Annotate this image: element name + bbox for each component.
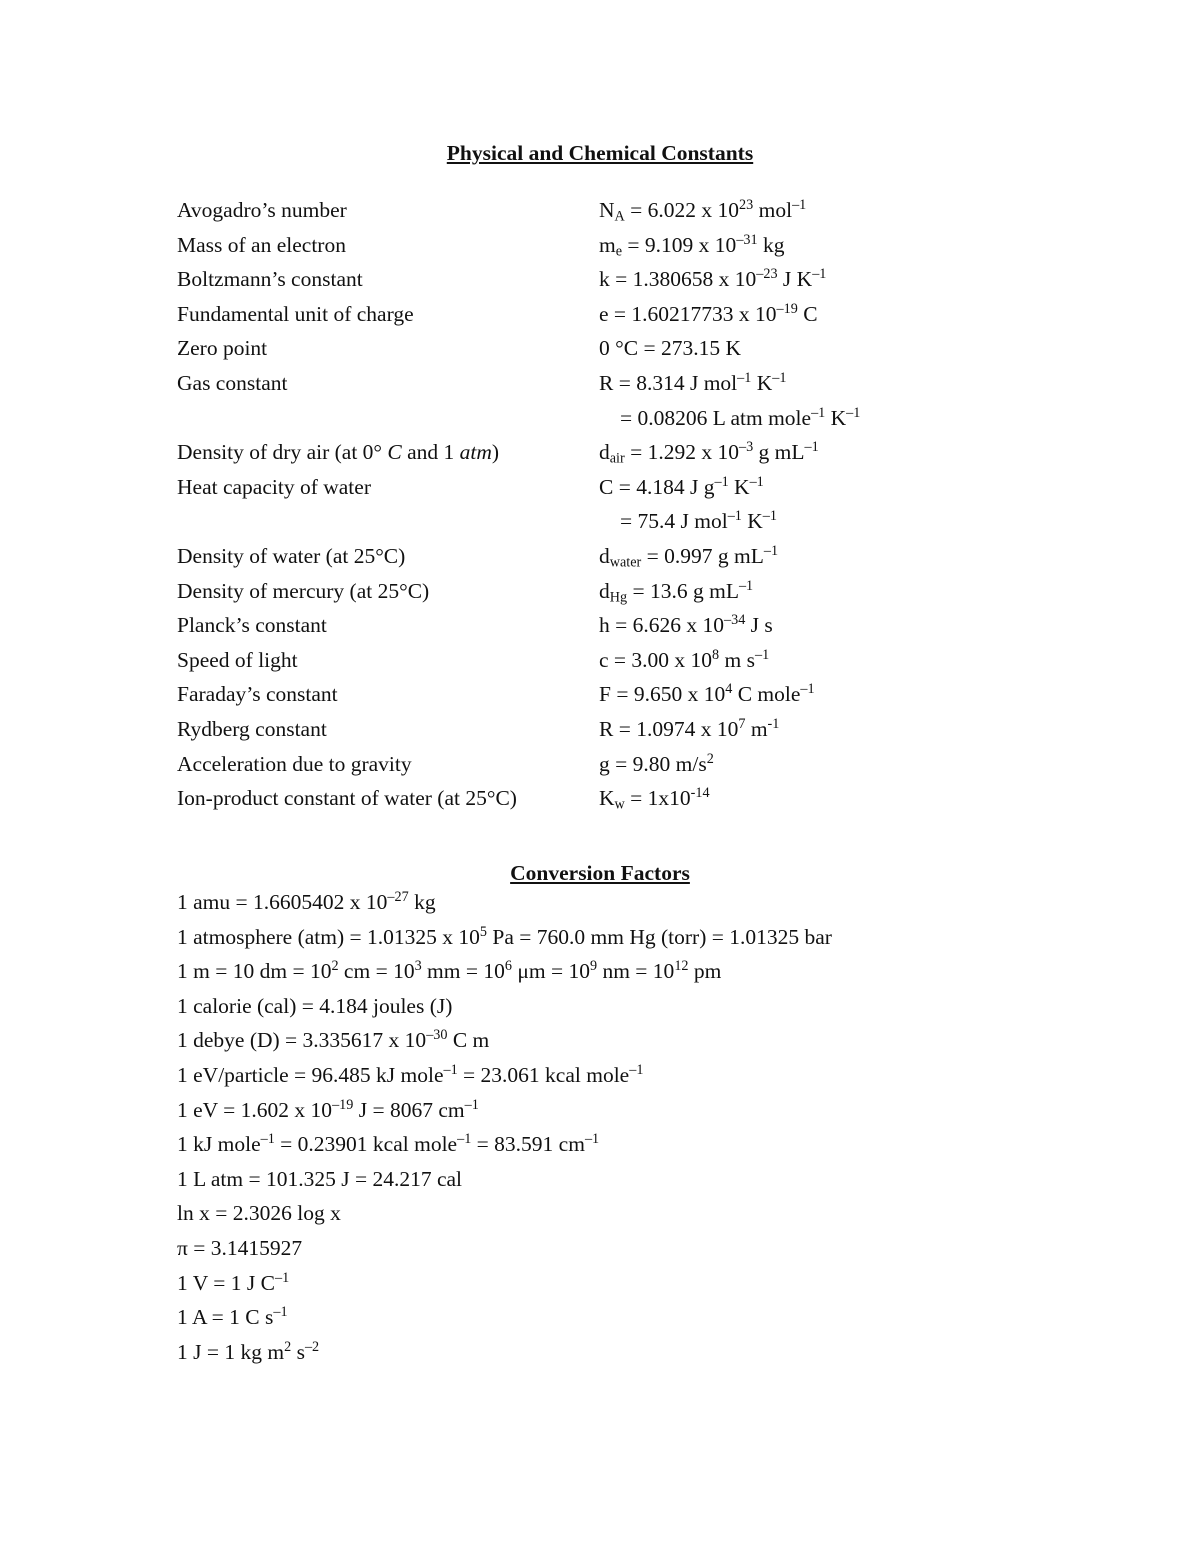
constant-value: h = 6.626 x $10^{-34}$ J s xyxy=(599,612,773,638)
constant-value: 0 °C = 273.15 K xyxy=(599,336,741,361)
constant-label: Zero point xyxy=(177,336,268,361)
constant-label: Boltzmann’s constant xyxy=(177,267,363,292)
constant-value: F = 9.650 x $10^4$ C mole$^{-1}$ xyxy=(599,681,815,707)
conversion-line: 1 amu = 1.6605402 x $10^{-27}$ kg xyxy=(177,889,436,914)
conversion-line: 1 debye (D) = 3.335617 x $10^{-30}$ C m xyxy=(177,1027,490,1053)
constant-row xyxy=(0,366,1200,400)
conversion-line: 1 eV = 1.602 x $10^{-19}$ J = 8067 $cm^{-1}$ xyxy=(177,1096,479,1122)
constant-value: e = 1.60217733 x $10^{-19}$ C xyxy=(599,301,818,326)
constant-row xyxy=(0,228,1200,262)
constant-label: Mass of an electron xyxy=(177,232,346,257)
constant-label: Rydberg constant xyxy=(177,717,327,741)
conversion-line: 1 calorie (cal) = 4.184 joules (J) xyxy=(177,993,453,1018)
constant-value: C = 4.184 J $g^{-1}$ $K^{-1}$ xyxy=(599,474,764,499)
constant-row xyxy=(0,435,1200,469)
constant-row xyxy=(0,574,1200,608)
constant-row xyxy=(0,677,1200,711)
constant-label: Avogadro’s number xyxy=(177,198,347,222)
constant-label: Heat capacity of water xyxy=(177,474,371,499)
constant-row xyxy=(0,504,1200,538)
constant-value: $d_{Hg} = 13.6$ g $mL^{-1}$ xyxy=(599,577,754,606)
constant-label: Density of water (at 25°C) xyxy=(177,544,406,568)
constant-row xyxy=(0,747,1200,781)
constant-row xyxy=(0,470,1200,504)
constant-row xyxy=(0,781,1200,815)
conversion-line: ln x = 2.3026 log x xyxy=(177,1201,341,1226)
conversion-line: 1 L atm = 101.325 J = 24.217 cal xyxy=(177,1166,463,1191)
constant-row xyxy=(0,193,1200,227)
constant-label: Density of dry air (at 0° C and 1 atm) xyxy=(177,440,500,465)
constant-value: $m_e = 9.109$ x $10^{-31}$ kg xyxy=(599,231,785,260)
constant-value: R = 1.0974 x $10^7$ $m^{-1}$ xyxy=(599,716,780,741)
conversion-line: 1 eV/particle = 96.485 kJ mole$^{-1}$ = 23.061 kcal mole$^{-1}$ xyxy=(177,1062,644,1087)
constant-label: Speed of light xyxy=(177,647,298,672)
constant-value: k = 1.380658 x $10^{-23}$ J $K^{-1}$ xyxy=(599,266,827,292)
constant-row xyxy=(0,608,1200,642)
constant-value: = 75.4 J mol$^{-1}$ $K^{-1}$ xyxy=(620,508,777,534)
constant-row xyxy=(0,297,1200,331)
constant-row xyxy=(0,643,1200,677)
constant-value: g = 9.80 $m/s^2$ xyxy=(599,750,714,776)
constant-label: Ion-product constant of water (at 25°C) xyxy=(177,786,517,811)
constant-label: Faraday’s constant xyxy=(177,682,338,707)
constant-label: Fundamental unit of charge xyxy=(177,301,414,326)
conversion-line: 1 J = 1 kg $m^2$ $s^{-2}$ xyxy=(177,1339,320,1364)
conversion-factors-title: Conversion Factors xyxy=(510,861,690,885)
constant-row xyxy=(0,401,1200,435)
constant-value: c = 3.00 x $10^8$ m $s^{-1}$ xyxy=(599,647,770,672)
physical-constants-title: Physical and Chemical Constants xyxy=(446,141,754,165)
conversion-line: 1 kJ mole$^{-1}$ = 0.23901 kcal mole$^{-1}$ = 83.591 $cm^{-1}$ xyxy=(177,1131,600,1157)
constant-label: Gas constant xyxy=(177,371,288,395)
constant-value: R = 8.314 J mol$^{-1}$ $K^{-1}$ xyxy=(599,370,787,395)
constant-label: Planck’s constant xyxy=(177,613,327,638)
conversion-line: 1 m = 10 dm = $10^2$ cm = $10^3$ mm = $10^6$ $\mu m = 10^9$ nm = $10^{12}$ pm xyxy=(177,958,722,984)
constant-value: $N_A = 6.022$ x $10^{23}$ mol$^{-1}$ xyxy=(599,197,807,225)
conversion-line: 1 atmosphere (atm) = 1.01325 x $10^5$ Pa = 760.0 mm Hg (torr) = 1.01325 bar xyxy=(177,923,832,949)
constant-label: Density of mercury (at 25°C) xyxy=(177,578,430,603)
conversion-line: 1 V = 1 J $C^{-1}$ xyxy=(177,1269,290,1295)
constant-value: $d_{air} = 1.292$ x $10^{-3}$ g $mL^{-1}$ xyxy=(599,439,819,467)
constant-row xyxy=(0,712,1200,746)
constant-label: Acceleration due to gravity xyxy=(177,751,412,776)
constant-value: $K_w = 1x10^{-14}$ xyxy=(599,785,710,813)
constant-value: $d_{water} = 0.997$ g $mL^{-1}$ xyxy=(599,543,779,571)
constant-row xyxy=(0,539,1200,573)
constant-value: = 0.08206 L atm mole$^{-1}$ $K^{-1}$ xyxy=(620,404,861,430)
conversion-line: π = 3.1415927 xyxy=(177,1236,303,1260)
conversion-line: 1 A = 1 C $s^{-1}$ xyxy=(177,1304,288,1330)
constant-row xyxy=(0,262,1200,296)
constant-row xyxy=(0,331,1200,365)
